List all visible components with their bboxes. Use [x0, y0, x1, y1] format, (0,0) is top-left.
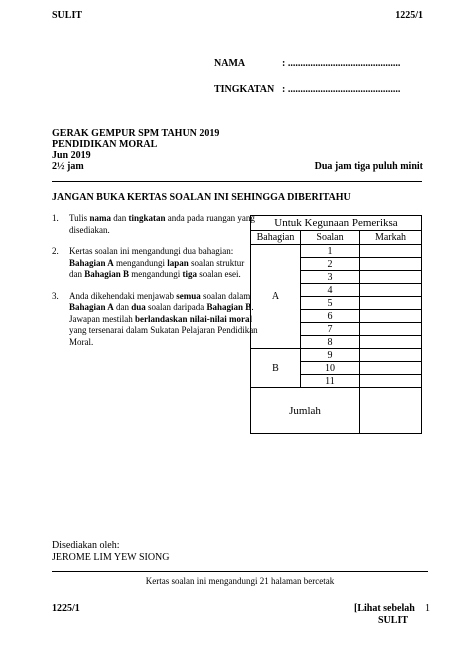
subject-title: PENDIDIKAN MORAL — [52, 139, 158, 150]
question-number: 11 — [301, 375, 360, 388]
question-number: 4 — [301, 284, 360, 297]
instruction-text: Bahagian B — [84, 269, 130, 279]
prepared-by-name: JEROME LIM YEW SIONG — [52, 552, 170, 563]
nama-field[interactable]: : ............................................. — [282, 58, 401, 69]
duration-words: Dua jam tiga puluh minit — [314, 161, 423, 172]
question-number: 9 — [301, 349, 360, 362]
mark-cell[interactable] — [360, 362, 422, 375]
header-code: 1225/1 — [395, 10, 423, 21]
question-number: 10 — [301, 362, 360, 375]
question-number: 8 — [301, 336, 360, 349]
exam-date: Jun 2019 — [52, 150, 91, 161]
instruction-number: 2. — [52, 246, 59, 256]
question-number: 2 — [301, 258, 360, 271]
instruction-text: soalan dalam — [200, 290, 251, 301]
instruction-text: anda pada ruangan yang disediakan. — [69, 213, 255, 235]
question-number: 7 — [301, 323, 360, 336]
footer-divider — [52, 571, 428, 572]
total-label: Jumlah — [251, 388, 360, 434]
exam-duration: 2½ jam — [52, 161, 84, 172]
instruction-text: soalan esei. — [197, 269, 241, 279]
page-count-note: Kertas soalan ini mengandungi 21 halaman bercetak — [145, 576, 335, 586]
instruction-number: 3. — [52, 290, 59, 301]
instruction-text: Bahagian A — [69, 257, 114, 268]
mark-cell[interactable] — [360, 349, 422, 362]
footer-next-page: [Lihat sebelah — [354, 603, 415, 614]
instruction-text: nama — [89, 213, 111, 223]
instruction-text: mengandungi — [129, 269, 183, 279]
instruction-text: Bahagian B — [206, 302, 252, 312]
instruction-text: tingkatan — [128, 213, 166, 223]
header-markah: Markah — [360, 231, 422, 245]
mark-cell[interactable] — [360, 258, 422, 271]
section-label-b: B — [251, 349, 301, 388]
instruction-text: dua — [131, 302, 146, 312]
instruction-text: soalan struktur dan — [69, 257, 245, 279]
mark-cell[interactable] — [360, 284, 422, 297]
instruction-text: dan — [113, 302, 132, 312]
instruction-text: Bahagian A — [69, 302, 114, 312]
instruction-text: yang tersenarai dalam Sukatan Pelajaran Pendidikan Moral. — [69, 325, 258, 347]
header-sulit: SULIT — [52, 10, 83, 21]
mark-cell[interactable] — [360, 336, 422, 349]
tingkatan-field[interactable]: : ............................................. — [282, 84, 401, 95]
instruction-text: Anda dikehendaki menjawab — [69, 290, 177, 301]
question-number: 6 — [301, 310, 360, 323]
instruction-text: . Jawapan mestilah — [69, 302, 254, 324]
question-number: 3 — [301, 271, 360, 284]
total-mark-cell[interactable] — [360, 388, 422, 434]
examiner-table-title: Untuk Kegunaan Pemeriksa — [251, 216, 422, 231]
footer-code: 1225/1 — [52, 603, 80, 614]
mark-cell[interactable] — [360, 297, 422, 310]
prepared-by-label: Disediakan oleh: — [52, 540, 120, 551]
mark-cell[interactable] — [360, 375, 422, 388]
instruction-text: mengandungi — [113, 257, 168, 268]
instruction-text: Tulis — [69, 213, 90, 223]
question-number: 5 — [301, 297, 360, 310]
instruction-item — [52, 213, 258, 236]
mark-cell[interactable] — [360, 271, 422, 284]
instruction-text: tiga — [182, 269, 198, 279]
tingkatan-label: TINGKATAN — [214, 84, 275, 95]
instruction-text: lapan — [167, 257, 189, 268]
table-row — [251, 349, 422, 362]
mark-cell[interactable] — [360, 323, 422, 336]
header-soalan: Soalan — [301, 231, 360, 245]
instructions-list — [52, 213, 258, 358]
instruction-text: berlandaskan nilai-nilai moral — [134, 313, 253, 324]
instruction-text: semua — [176, 290, 201, 301]
title-divider — [52, 181, 422, 182]
instruction-text: Kertas soalan ini mengandungi dua bahagian: — [69, 246, 234, 256]
page-number: 1 — [425, 603, 430, 614]
instruction-item — [52, 291, 258, 349]
nama-label: NAMA — [214, 58, 246, 69]
instruction-item — [52, 246, 258, 281]
instruction-text: soalan daripada — [145, 302, 207, 312]
instruction-text: dan — [110, 213, 129, 223]
exam-title: GERAK GEMPUR SPM TAHUN 2019 — [52, 128, 220, 139]
warning-text: JANGAN BUKA KERTAS SOALAN INI SEHINGGA DIBERITAHU — [52, 192, 351, 203]
title-block — [52, 128, 219, 172]
mark-cell[interactable] — [360, 310, 422, 323]
examiner-table — [250, 215, 422, 434]
instruction-number: 1. — [52, 213, 59, 223]
question-number: 1 — [301, 245, 360, 258]
footer-sulit: SULIT — [378, 615, 409, 626]
table-row — [251, 245, 422, 258]
header-bahagian: Bahagian — [251, 231, 301, 245]
section-label-a: A — [251, 245, 301, 349]
mark-cell[interactable] — [360, 245, 422, 258]
